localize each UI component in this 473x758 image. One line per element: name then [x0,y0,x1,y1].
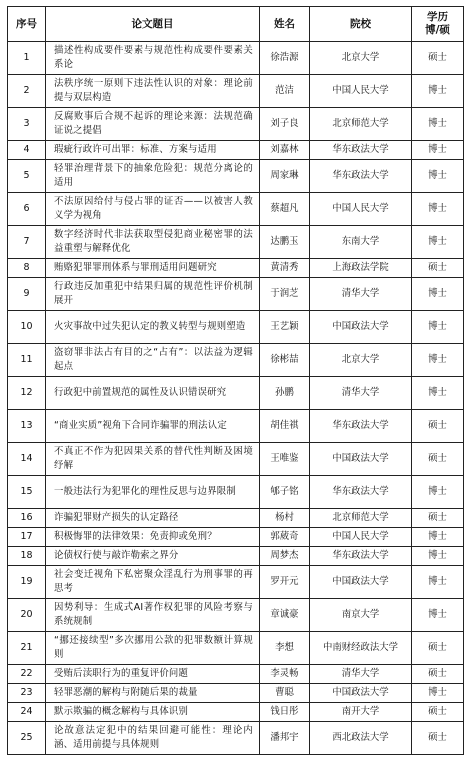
table-row [8,344,464,377]
author-name: 达鹏玉 [260,226,310,259]
degree-level: 博士 [412,684,464,703]
school-name: 华东政法大学 [310,476,412,509]
degree-level: 博士 [412,141,464,160]
row-number: 14 [8,443,46,476]
school-name: 西北政法大学 [310,722,412,755]
degree-level: 博士 [412,599,464,632]
degree-level: 硕士 [412,509,464,528]
table-row [8,528,464,547]
degree-level: 博士 [412,75,464,108]
paper-title: 诈骗犯罪财产损失的认定路径 [46,509,260,528]
row-number: 6 [8,193,46,226]
author-name: 李想 [260,632,310,665]
row-number: 20 [8,599,46,632]
degree-level: 硕士 [412,703,464,722]
author-name: 周家琳 [260,160,310,193]
table-row [8,141,464,160]
row-number: 24 [8,703,46,722]
author-name: 徐彬喆 [260,344,310,377]
row-number: 4 [8,141,46,160]
degree-level: 博士 [412,226,464,259]
row-number: 9 [8,278,46,311]
header-degree: 学历 博/硕 [412,7,464,42]
degree-level: 博士 [412,311,464,344]
paper-title: 轻罪治理背景下的抽象危险犯：规范分离论的适用 [46,160,260,193]
school-name: 北京师范大学 [310,509,412,528]
paper-title: 法秩序统一原则下违法性认识的对象：理论前提与双层构造 [46,75,260,108]
degree-level: 博士 [412,278,464,311]
row-number: 11 [8,344,46,377]
paper-title: 论债权行使与敲诈勒索之界分 [46,547,260,566]
row-number: 21 [8,632,46,665]
school-name: 南开大学 [310,703,412,722]
degree-level: 博士 [412,193,464,226]
table-row [8,665,464,684]
author-name: 黄清秀 [260,259,310,278]
school-name: 华东政法大学 [310,160,412,193]
school-name: 中国政法大学 [310,566,412,599]
table-row [8,566,464,599]
author-name: 杨村 [260,509,310,528]
header-number: 序号 [8,7,46,42]
school-name: 中南财经政法大学 [310,632,412,665]
school-name: 清华大学 [310,278,412,311]
table-row [8,722,464,755]
author-name: 蔡超凡 [260,193,310,226]
table-row [8,599,464,632]
author-name: 郭葳奇 [260,528,310,547]
paper-title: 受贿后渎职行为的重复评价问题 [46,665,260,684]
table-row [8,311,464,344]
school-name: 中国人民大学 [310,528,412,547]
degree-level: 博士 [412,547,464,566]
author-name: 罗开元 [260,566,310,599]
table-body [8,42,464,755]
author-name: 潘邦宇 [260,722,310,755]
school-name: 北京大学 [310,42,412,75]
paper-title: 轻罪恶潮的解构与附随后果的裁量 [46,684,260,703]
table-row [8,42,464,75]
author-name: 范洁 [260,75,310,108]
author-name: 钱日彤 [260,703,310,722]
author-name: 曹聪 [260,684,310,703]
paper-title: 贿赂犯罪罪刑体系与罪刑适用问题研究 [46,259,260,278]
row-number: 2 [8,75,46,108]
table-row [8,193,464,226]
author-name: 王唯鉴 [260,443,310,476]
row-number: 12 [8,377,46,410]
paper-title: 瑕疵行政许可出罪：标准、方案与适用 [46,141,260,160]
author-name: 李灵畅 [260,665,310,684]
paper-title: 描述性构成要件要素与规范性构成要件要素关系论 [46,42,260,75]
author-name: 徐浩源 [260,42,310,75]
school-name: 中国政法大学 [310,443,412,476]
paper-title: “商业实质”视角下合同诈骗罪的刑法认定 [46,410,260,443]
row-number: 19 [8,566,46,599]
degree-level: 博士 [412,108,464,141]
school-name: 上海政法学院 [310,259,412,278]
table-row [8,703,464,722]
paper-title: 不法原因给付与侵占罪的证否——以被害人教义学为视角 [46,193,260,226]
row-number: 8 [8,259,46,278]
school-name: 北京大学 [310,344,412,377]
author-name: 孙鹏 [260,377,310,410]
school-name: 中国政法大学 [310,684,412,703]
school-name: 华东政法大学 [310,141,412,160]
school-name: 清华大学 [310,665,412,684]
row-number: 18 [8,547,46,566]
degree-level: 硕士 [412,443,464,476]
award-list-table [7,6,464,755]
school-name: 南京大学 [310,599,412,632]
degree-level: 博士 [412,160,464,193]
table-row [8,108,464,141]
header-paper-title: 论文题目 [46,7,260,42]
degree-level: 硕士 [412,665,464,684]
paper-title: 火灾事故中过失犯认定的教义转型与规则塑造 [46,311,260,344]
degree-level: 博士 [412,377,464,410]
degree-level: 博士 [412,528,464,547]
table-row [8,509,464,528]
paper-title: 默示欺骗的概念解构与具体识别 [46,703,260,722]
school-name: 华东政法大学 [310,547,412,566]
author-name: 刘子良 [260,108,310,141]
paper-title: “挪还接续型”多次挪用公款的犯罪数额计算规则 [46,632,260,665]
row-number: 5 [8,160,46,193]
degree-level: 硕士 [412,632,464,665]
degree-level: 硕士 [412,42,464,75]
header-school: 院校 [310,7,412,42]
table-row [8,226,464,259]
table-row [8,278,464,311]
author-name: 刘嘉林 [260,141,310,160]
paper-title: 积极悔罪的法律效果：免责抑或免刑？ [46,528,260,547]
paper-title: 反腐败事后合规不起诉的理论来源：法规范确证说之提倡 [46,108,260,141]
school-name: 中国人民大学 [310,193,412,226]
row-number: 17 [8,528,46,547]
table-row [8,476,464,509]
table-row [8,443,464,476]
table-row [8,547,464,566]
table-row [8,684,464,703]
paper-title: 行政犯中前置规范的属性及认识错误研究 [46,377,260,410]
table-row [8,632,464,665]
degree-level: 硕士 [412,410,464,443]
paper-title: 社会变迁视角下私密聚众淫乱行为刑事罪的再思考 [46,566,260,599]
author-name: 于润芝 [260,278,310,311]
table-row [8,75,464,108]
row-number: 22 [8,665,46,684]
row-number: 7 [8,226,46,259]
school-name: 华东政法大学 [310,410,412,443]
row-number: 1 [8,42,46,75]
school-name: 清华大学 [310,377,412,410]
school-name: 中国人民大学 [310,75,412,108]
table-row [8,410,464,443]
degree-level: 博士 [412,476,464,509]
author-name: 胡佳祺 [260,410,310,443]
table-row [8,160,464,193]
school-name: 东南大学 [310,226,412,259]
author-name: 章诚豪 [260,599,310,632]
author-name: 郇子铭 [260,476,310,509]
author-name: 周梦杰 [260,547,310,566]
row-number: 3 [8,108,46,141]
row-number: 16 [8,509,46,528]
school-name: 北京师范大学 [310,108,412,141]
author-name: 王艺颖 [260,311,310,344]
paper-title: 论故意法定犯中的结果回避可能性：理论内涵、适用前提与具体规则 [46,722,260,755]
degree-level: 硕士 [412,259,464,278]
degree-level: 硕士 [412,722,464,755]
paper-title: 一般违法行为犯罪化的理性反思与边界限制 [46,476,260,509]
row-number: 10 [8,311,46,344]
paper-title: 不真正不作为犯因果关系的替代性判断及困境纾解 [46,443,260,476]
paper-title: 行政违反加重犯中结果归属的规范性评价机制展开 [46,278,260,311]
paper-title: 数字经济时代非法获取型侵犯商业秘密罪的法益重塑与解释优化 [46,226,260,259]
paper-title: 盗窃罪非法占有目的之“占有”：以法益为逻辑起点 [46,344,260,377]
school-name: 中国政法大学 [310,311,412,344]
row-number: 25 [8,722,46,755]
row-number: 13 [8,410,46,443]
degree-level: 博士 [412,344,464,377]
table-header-row [8,7,464,42]
row-number: 23 [8,684,46,703]
header-author-name: 姓名 [260,7,310,42]
row-number: 15 [8,476,46,509]
table-row [8,377,464,410]
degree-level: 博士 [412,566,464,599]
table-row [8,259,464,278]
paper-title: 因势利导：生成式AI著作权犯罪的风险考察与系统规制 [46,599,260,632]
